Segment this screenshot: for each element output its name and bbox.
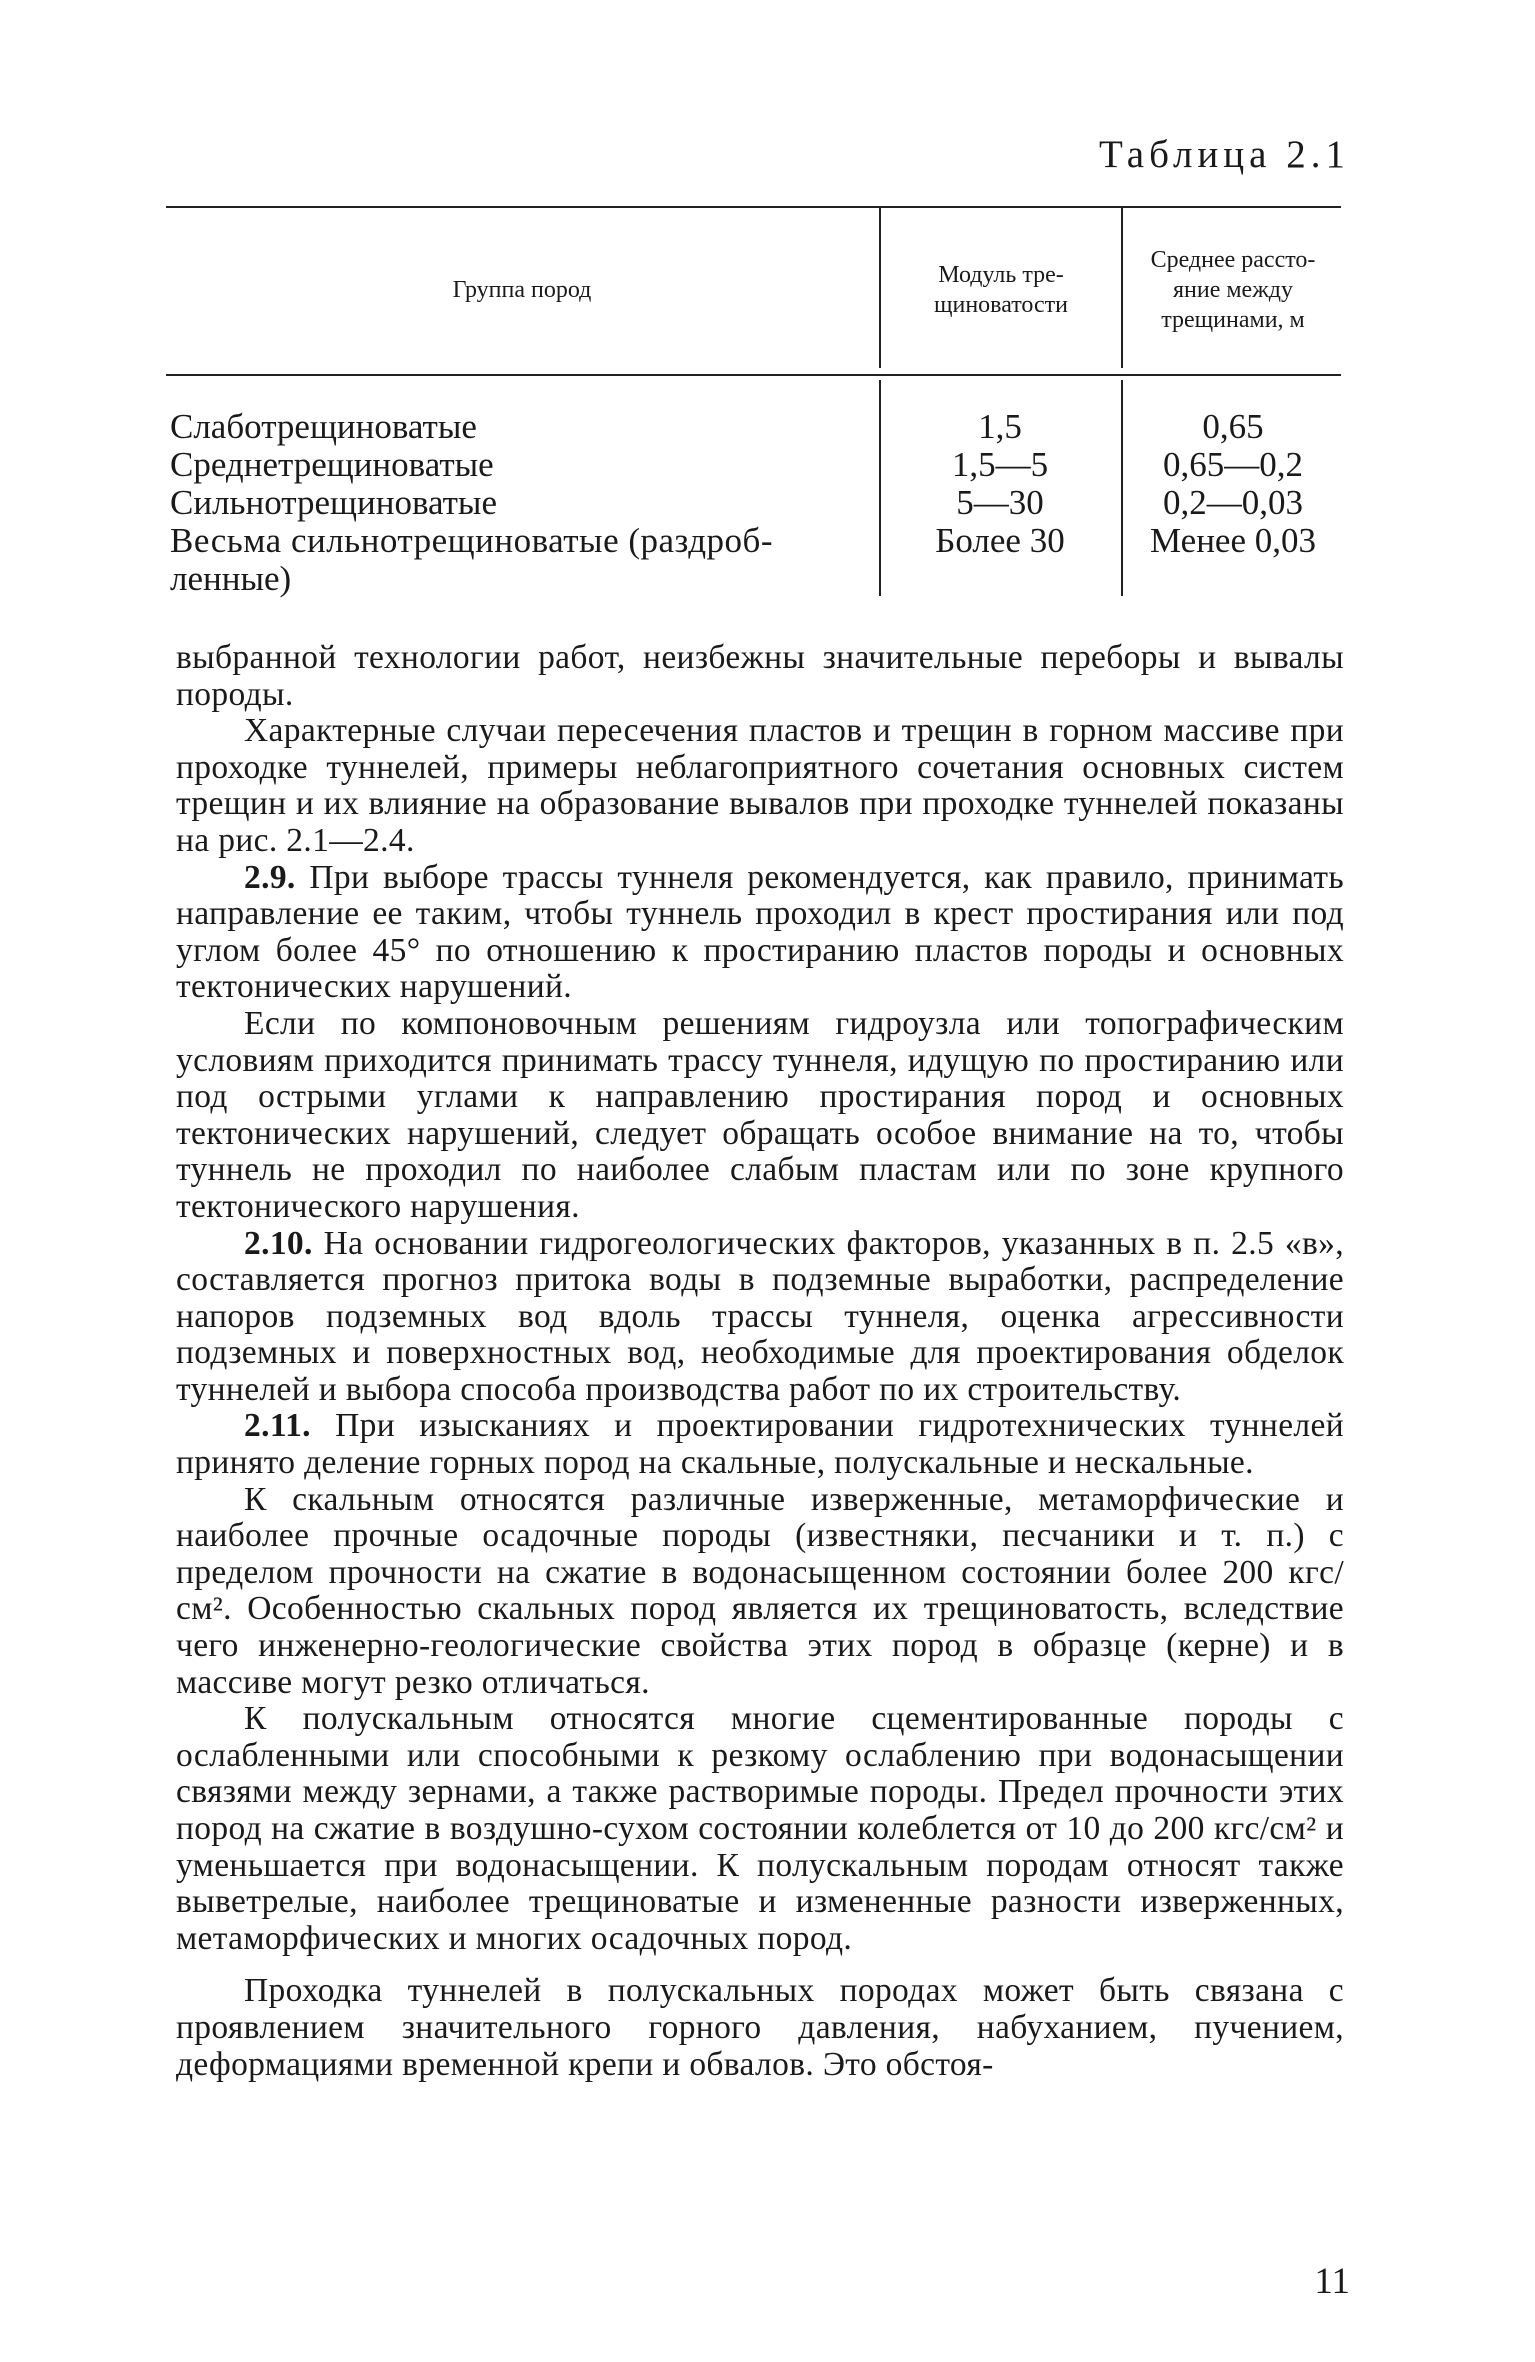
- column-mean-distance: [1122, 408, 1344, 560]
- table-cell-modulus: 5—30: [956, 483, 1044, 522]
- column-rock-groups: [170, 408, 880, 598]
- table-cell-modulus: 1,5: [978, 407, 1022, 446]
- page-number: 11: [1314, 2261, 1350, 2302]
- column-fracture-modulus: [880, 408, 1120, 560]
- table-cell-distance: 0,65: [1202, 407, 1264, 446]
- paragraph-text: На основании гидрогеологических факторов, указанных в п. 2.5 «в», составляется прогноз притока воды в подземные выработки, распределение напоров подземных вод вдоль трассы туннеля, оценка агрессивности подземных и поверхностных вод, необходимые для проектирования обделок туннелей и выбора способа производства работ по их строительству.: [176, 1224, 1344, 1408]
- table-cell-group: Слаботрещиноватые: [170, 407, 477, 446]
- table-cell-modulus: 1,5—5: [951, 445, 1049, 484]
- clause-number: 2.11.: [244, 1407, 311, 1445]
- header-mean-distance: Среднее рассто- яние между трещинами, м: [1150, 247, 1316, 333]
- table-cell-distance: Менее 0,03: [1150, 521, 1316, 560]
- column-divider-1: [879, 206, 881, 368]
- paragraph: Если по компоновочным решениям гидроузла или топографическим условиям приходится принимать трассу туннеля, идущую по простиранию или под острыми углами к направлению простирания пород и основных тектонических нарушений, следует обращать особое внимание на то, чтобы туннель не проходил по наиболее слабым пластам или по зоне крупного тектонического нарушения.: [176, 1004, 1344, 1225]
- column-divider-2: [1121, 206, 1123, 368]
- paragraph: Проходка туннелей в полускальных породах может быть связана с проявлением значительного горного давления, набуханием, пучением, деформациями временной крепи и обвалов. Это обстоя-: [176, 1972, 1344, 2083]
- paragraph-text: При изысканиях и проектировании гидротехнических туннелей принято деление горных пород на скальные, полускальные и нескальные.: [176, 1407, 1344, 1482]
- header-fracture-modulus: Модуль тре- щиноватости: [934, 262, 1068, 318]
- clause-number: 2.10.: [244, 1224, 313, 1262]
- table-header-rule: [166, 374, 1341, 376]
- paragraph: К скальным относятся различные изверженные, метаморфические и наиболее прочные осадочные породы (известняки, песчаники и т. п.) с пределом прочности на сжатие в водонасыщенном состоянии более 200 кгс/см². Особенностью скальных пород является их трещиноватость, вследствие чего инженерно-геологические свойства этих пород в образце (керне) и в массиве могут резко отличаться.: [176, 1480, 1344, 1701]
- clause-number: 2.9.: [244, 858, 296, 896]
- table-cell-group: Сильнотрещиноватые: [170, 483, 497, 522]
- paragraph: Характерные случаи пересечения пластов и трещин в горном массиве при проходке туннелей, примеры неблагоприятного сочетания основных систем трещин и их влияние на образование вывалов при проходке туннелей показаны на рис. 2.1—2.4.: [176, 712, 1344, 859]
- table-cell-distance: 0,2—0,03: [1163, 483, 1303, 522]
- paragraph-clause-2-9: [176, 860, 1344, 1006]
- table-cell-group-continued: ленные): [170, 559, 292, 598]
- paragraph-clause-2-11: [176, 1408, 1344, 1481]
- table-cell-group: Весьма сильнотрещиноватые (раздроб-: [170, 521, 774, 560]
- paragraph: К полускальным относятся многие сцементированные породы с ослабленными или способными к резкому ослаблению при водонасыщении связями между зернами, а также растворимые породы. Предел прочности этих пород на сжатие в воздушно-сухом состоянии колеблется от 10 до 200 кгс/см² и уменьшается при водонасыщении. К полускальным породам относят также выветрелые, наиболее трещиноватые и измененные разности изверженных, метаморфических и многих осадочных пород.: [176, 1700, 1344, 1957]
- table-caption: Таблица 2.1: [1098, 133, 1350, 176]
- body-text: [176, 640, 1344, 2083]
- paragraph-clause-2-10: [176, 1226, 1344, 1409]
- paragraph: выбранной технологии работ, неизбежны значительные переборы и вывалы породы.: [176, 639, 1344, 713]
- table-cell-distance: 0,65—0,2: [1163, 445, 1303, 484]
- paragraph-text: При выборе трассы туннеля рекомендуется, как правило, принимать направление ее таким, чтобы туннель проходил в крест простирания или под углом более 45° по отношению к простиранию пластов породы и основных тектонических нарушений.: [176, 858, 1344, 1006]
- header-rock-group: Группа пород: [452, 277, 592, 303]
- table-cell-group: Среднетрещиноватые: [170, 445, 494, 484]
- table-cell-modulus: Более 30: [935, 521, 1065, 560]
